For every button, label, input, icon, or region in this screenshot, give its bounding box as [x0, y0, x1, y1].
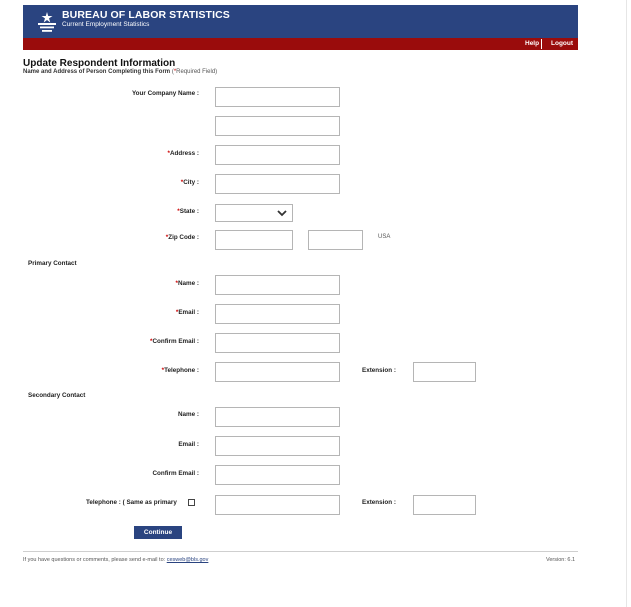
- nav-bar: [23, 38, 578, 50]
- same-as-primary-checkbox[interactable]: [188, 499, 195, 506]
- state-label: *State :: [177, 208, 199, 215]
- address-input[interactable]: [215, 145, 340, 165]
- eagle-logo-icon: [35, 9, 59, 33]
- company-name-label: Your Company Name :: [131, 90, 199, 97]
- zip-input[interactable]: [215, 230, 293, 250]
- secondary-name-label: Name :: [178, 411, 199, 418]
- company-name-line2-input[interactable]: [215, 116, 340, 136]
- footer-text: If you have questions or comments, please send e-mail to:: [23, 557, 166, 563]
- primary-extension-label: Extension :: [362, 367, 396, 374]
- state-select[interactable]: [215, 204, 293, 222]
- page-edge-line: [626, 0, 627, 607]
- footer-divider: [23, 551, 578, 552]
- secondary-telephone-input[interactable]: [215, 495, 340, 515]
- primary-email-label: *Email :: [175, 309, 199, 316]
- zip-extension-input[interactable]: [308, 230, 363, 250]
- footer-contact: [23, 557, 208, 563]
- header-bar: [23, 5, 578, 38]
- primary-confirm-email-label: *Confirm Email :: [150, 338, 199, 345]
- secondary-email-input[interactable]: [215, 436, 340, 456]
- version-label: Version: 6.1: [546, 557, 576, 563]
- form-subtitle: [23, 69, 217, 75]
- chevron-down-icon: [277, 208, 287, 218]
- secondary-confirm-email-label: Confirm Email :: [152, 470, 199, 477]
- page-title: Update Respondent Information: [23, 58, 176, 69]
- primary-telephone-label: *Telephone :: [161, 367, 199, 374]
- primary-name-label: *Name :: [175, 280, 199, 287]
- primary-name-input[interactable]: [215, 275, 340, 295]
- nav-separator: [541, 39, 542, 49]
- secondary-name-input[interactable]: [215, 407, 340, 427]
- city-label: *City :: [180, 179, 199, 186]
- help-link[interactable]: Help: [525, 40, 540, 47]
- subtitle-text: Name and Address of Person Completing this Form: [23, 69, 171, 75]
- primary-contact-heading: Primary Contact: [28, 260, 77, 267]
- continue-button[interactable]: Continue: [134, 526, 182, 539]
- primary-telephone-input[interactable]: [215, 362, 340, 382]
- primary-extension-input[interactable]: [413, 362, 476, 382]
- secondary-contact-heading: Secondary Contact: [28, 392, 86, 399]
- program-name: Current Employment Statistics: [62, 21, 150, 28]
- required-note: (*Required Field): [171, 69, 218, 75]
- address-label: *Address :: [167, 150, 199, 157]
- footer-email-link[interactable]: cesweb@bls.gov: [166, 557, 209, 563]
- secondary-email-label: Email :: [178, 441, 199, 448]
- secondary-extension-label: Extension :: [362, 499, 396, 506]
- company-name-input[interactable]: [215, 87, 340, 107]
- city-input[interactable]: [215, 174, 340, 194]
- secondary-extension-input[interactable]: [413, 495, 476, 515]
- org-name: BUREAU OF LABOR STATISTICS: [62, 9, 230, 21]
- secondary-telephone-label: Telephone : ( Same as primary: [86, 499, 177, 506]
- country-label: USA: [378, 234, 391, 240]
- primary-email-input[interactable]: [215, 304, 340, 324]
- primary-confirm-email-input[interactable]: [215, 333, 340, 353]
- logout-link[interactable]: Logout: [551, 40, 574, 47]
- zip-label: *Zip Code :: [165, 234, 199, 241]
- secondary-confirm-email-input[interactable]: [215, 465, 340, 485]
